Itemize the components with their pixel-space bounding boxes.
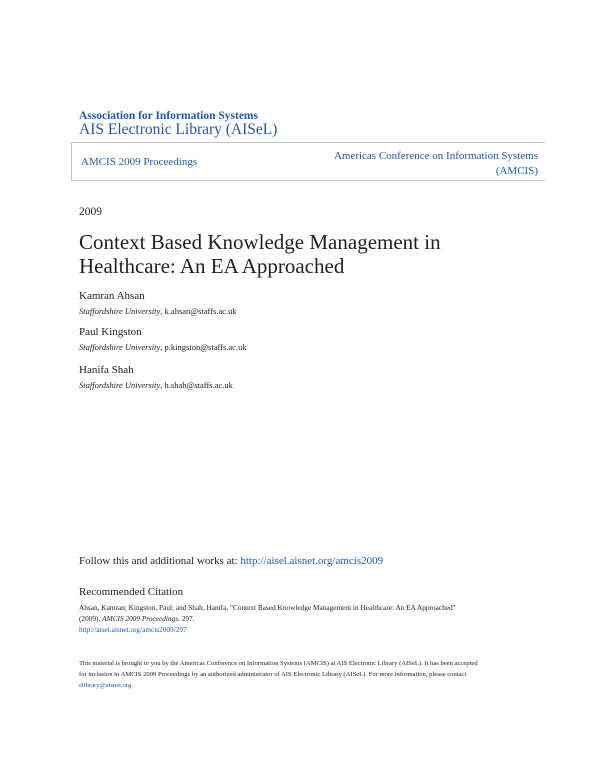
conference-line1[interactable]: Americas Conference on Information Systems xyxy=(333,150,538,162)
citation-block xyxy=(79,602,519,635)
author-name: Paul Kingston xyxy=(79,326,142,338)
citation-venue: AMCIS 2009 Proceedings xyxy=(102,614,179,623)
header-vertical-rule xyxy=(71,142,72,180)
citation-number: . 297. xyxy=(178,614,195,623)
affiliation-text: Staffordshire University xyxy=(79,380,161,390)
follow-line xyxy=(79,555,383,567)
citation-line1: Ahsan, Kamran; Kingston, Paul; and Shah, Hanifa, "Context Based Knowledge Management in Healthcare: An EA Approached" xyxy=(79,603,456,612)
affiliation-text: Staffordshire University xyxy=(79,342,161,352)
collection-link[interactable]: http://aisel.aisnet.org/amcis2009 xyxy=(240,555,384,567)
footer-end: . xyxy=(131,682,133,689)
author-affiliation xyxy=(79,380,233,390)
citation-link[interactable]: http://aisel.aisnet.org/amcis2009/297 xyxy=(79,625,187,634)
conference-line2[interactable]: (AMCIS) xyxy=(495,165,538,177)
citation-year: (2009). xyxy=(79,614,103,623)
author-email: , k.ahsan@staffs.ac.uk xyxy=(160,306,237,316)
affiliation-text: Staffordshire University xyxy=(79,306,161,316)
author-name: Hanifa Shah xyxy=(79,364,134,376)
proceedings-link[interactable]: AMCIS 2009 Proceedings xyxy=(81,156,198,168)
header-top-rule xyxy=(71,142,545,143)
title-line1: Context Based Knowledge Management in xyxy=(79,230,441,254)
follow-text: Follow this and additional works at: xyxy=(79,555,241,567)
author-email: , p.kingston@staffs.ac.uk xyxy=(160,342,247,352)
recommended-citation-heading: Recommended Citation xyxy=(79,586,184,598)
author-email: , h.shah@staffs.ac.uk xyxy=(160,380,233,390)
author-affiliation xyxy=(79,306,237,316)
conference-link[interactable] xyxy=(298,149,538,179)
paper-title xyxy=(79,230,499,278)
title-line2: Healthcare: An EA Approached xyxy=(79,254,345,278)
footer-notice xyxy=(79,658,529,691)
paper-year: 2009 xyxy=(79,206,102,218)
author-name: Kamran Ahsan xyxy=(79,290,145,302)
header-bottom-rule xyxy=(71,180,545,181)
footer-line2: for inclusion in AMCIS 2009 Proceedings by an authorized administrator of AIS Electronic Library (AISeL). For more information, please contact xyxy=(79,671,467,678)
association-name[interactable]: Association for Information Systems xyxy=(79,110,258,122)
author-affiliation xyxy=(79,342,247,352)
footer-line1: This material is brought to you by the Americas Conference on Information Systems (AMCIS) at AIS Electronic Library (AISeL). It has been accepted xyxy=(79,660,478,667)
library-name[interactable]: AIS Electronic Library (AISeL) xyxy=(79,121,278,138)
contact-email-link[interactable]: elibrary@aisnet.org xyxy=(79,682,132,689)
citation-line2 xyxy=(79,613,519,624)
footer-line3 xyxy=(79,680,529,691)
